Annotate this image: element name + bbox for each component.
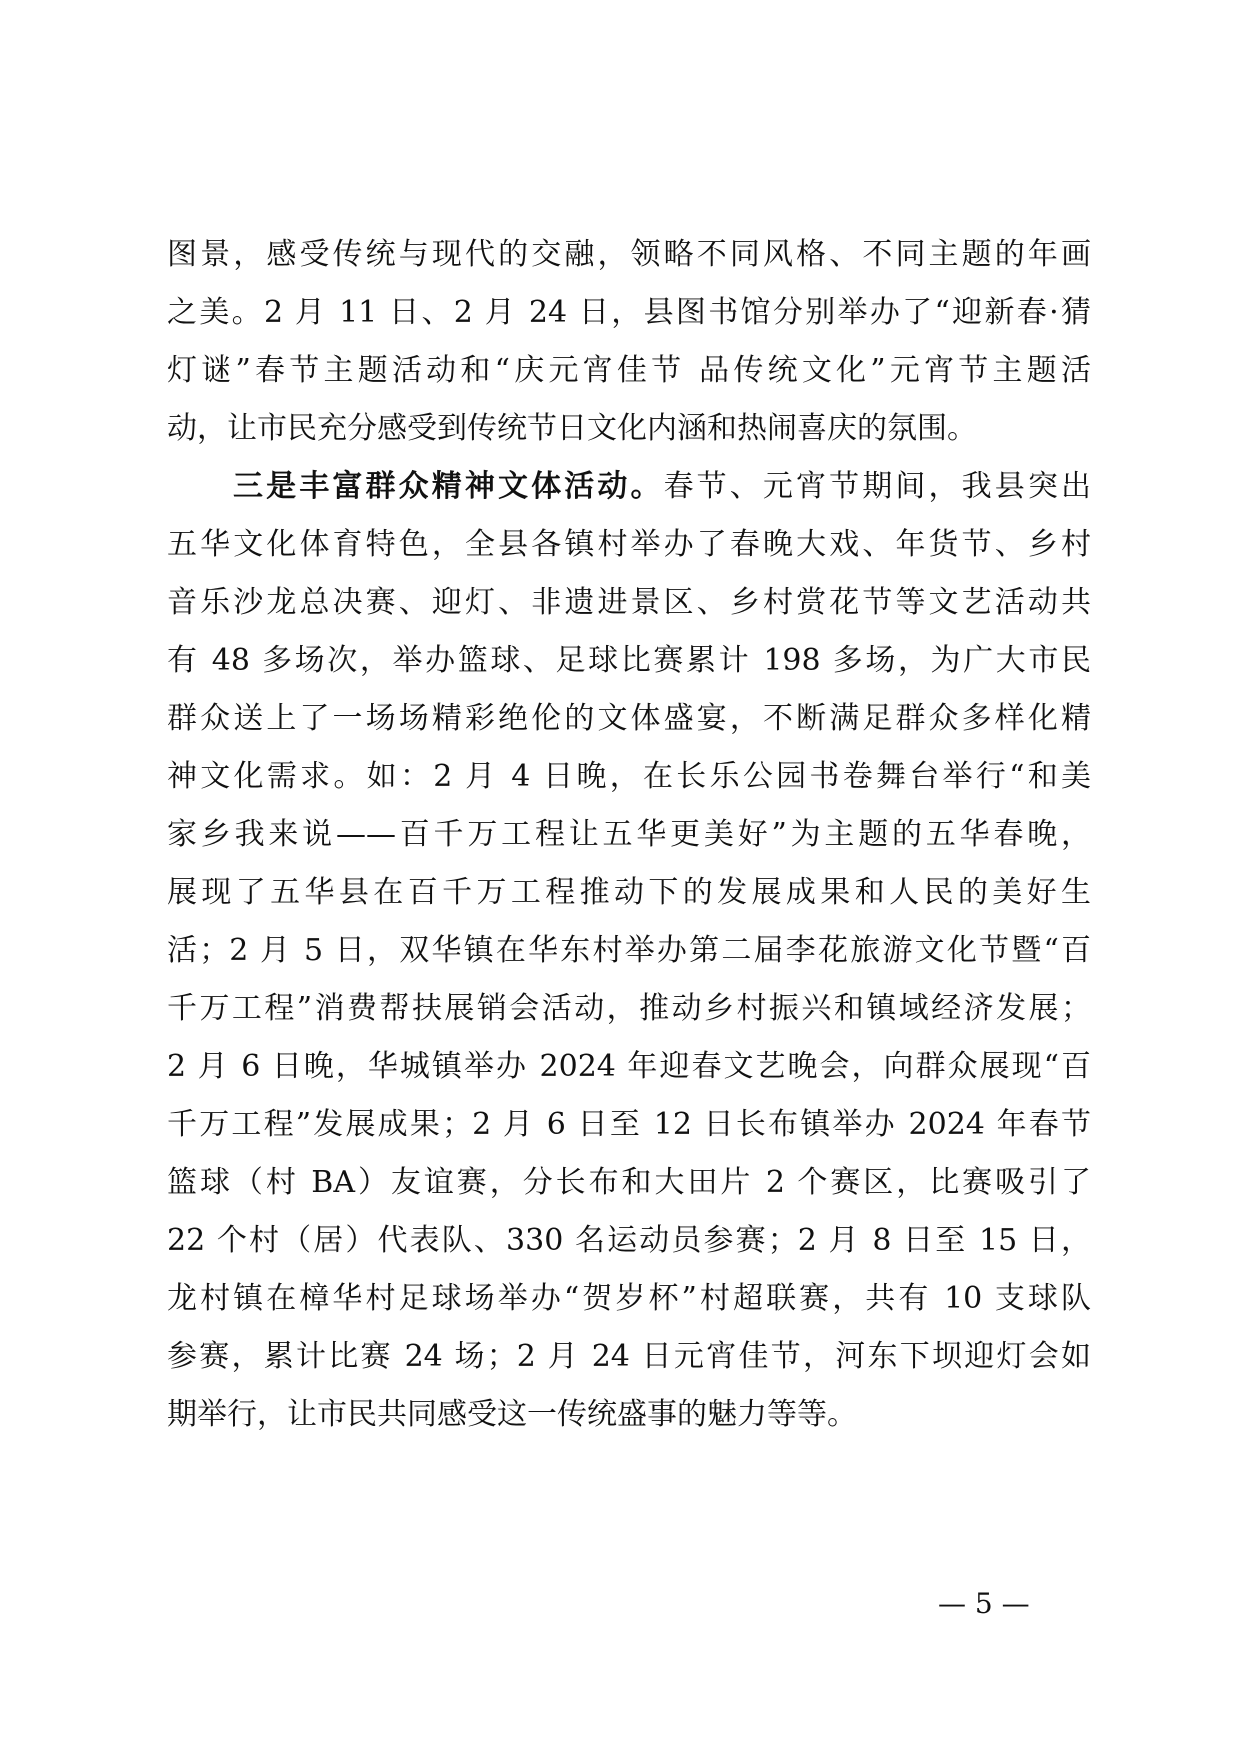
text-line: 群众送上了一场场精彩绝伦的文体盛宴，不断满足群众多样化精 <box>167 701 1091 736</box>
text-line: 有 48 多场次，举办篮球、足球比赛累计 198 多场，为广大市民 <box>167 643 1091 678</box>
paragraph-text: 春节、元宵节期间，我县突出 <box>663 469 1092 504</box>
text-line: 龙村镇在樟华村足球场举办“贺岁杯”村超联赛，共有 10 支球队 <box>167 1281 1091 1316</box>
text-line: 千万工程”消费帮扶展销会活动，推动乡村振兴和镇域经济发展； <box>167 991 1091 1026</box>
text-line: 之美。2 月 11 日、2 月 24 日，县图书馆分别举办了“迎新春·猜 <box>167 295 1091 330</box>
body-text <box>167 226 1091 1444</box>
text-line: 家乡我来说——百千万工程让五华更美好”为主题的五华春晚， <box>167 817 1091 852</box>
text-line: 22 个村（居）代表队、330 名运动员参赛；2 月 8 日至 15 日， <box>167 1223 1091 1258</box>
text-line: 五华文化体育特色，全县各镇村举办了春晚大戏、年货节、乡村 <box>167 527 1091 562</box>
paragraph-heading: 三是丰富群众精神文体活动。 <box>233 469 664 504</box>
text-line: 灯谜”春节主题活动和“庆元宵佳节 品传统文化”元宵节主题活 <box>167 353 1091 388</box>
text-line: 千万工程”发展成果；2 月 6 日至 12 日长布镇举办 2024 年春节 <box>167 1107 1091 1142</box>
page-number: — 5 — <box>938 1587 1030 1620</box>
text-line: 图景，感受传统与现代的交融，领略不同风格、不同主题的年画 <box>167 237 1091 272</box>
text-line: 参赛，累计比赛 24 场；2 月 24 日元宵佳节，河东下坝迎灯会如 <box>167 1339 1091 1374</box>
text-line: 2 月 6 日晚，华城镇举办 2024 年迎春文艺晚会，向群众展现“百 <box>167 1049 1091 1084</box>
paragraph-three-first-line <box>167 458 1091 516</box>
text-line: 篮球（村 BA）友谊赛，分长布和大田片 2 个赛区，比赛吸引了 <box>167 1165 1091 1200</box>
text-line: 展现了五华县在百千万工程推动下的发展成果和人民的美好生 <box>167 875 1091 910</box>
text-line: 期举行，让市民共同感受这一传统盛事的魅力等等。 <box>167 1397 857 1432</box>
text-line: 动，让市民充分感受到传统节日文化内涵和热闹喜庆的氛围。 <box>167 411 977 446</box>
text-line: 神文化需求。如：2 月 4 日晚，在长乐公园书卷舞台举行“和美 <box>167 759 1091 794</box>
text-line: 音乐沙龙总决赛、迎灯、非遗进景区、乡村赏花节等文艺活动共 <box>167 585 1091 620</box>
text-line: 活；2 月 5 日，双华镇在华东村举办第二届李花旅游文化节暨“百 <box>167 933 1091 968</box>
